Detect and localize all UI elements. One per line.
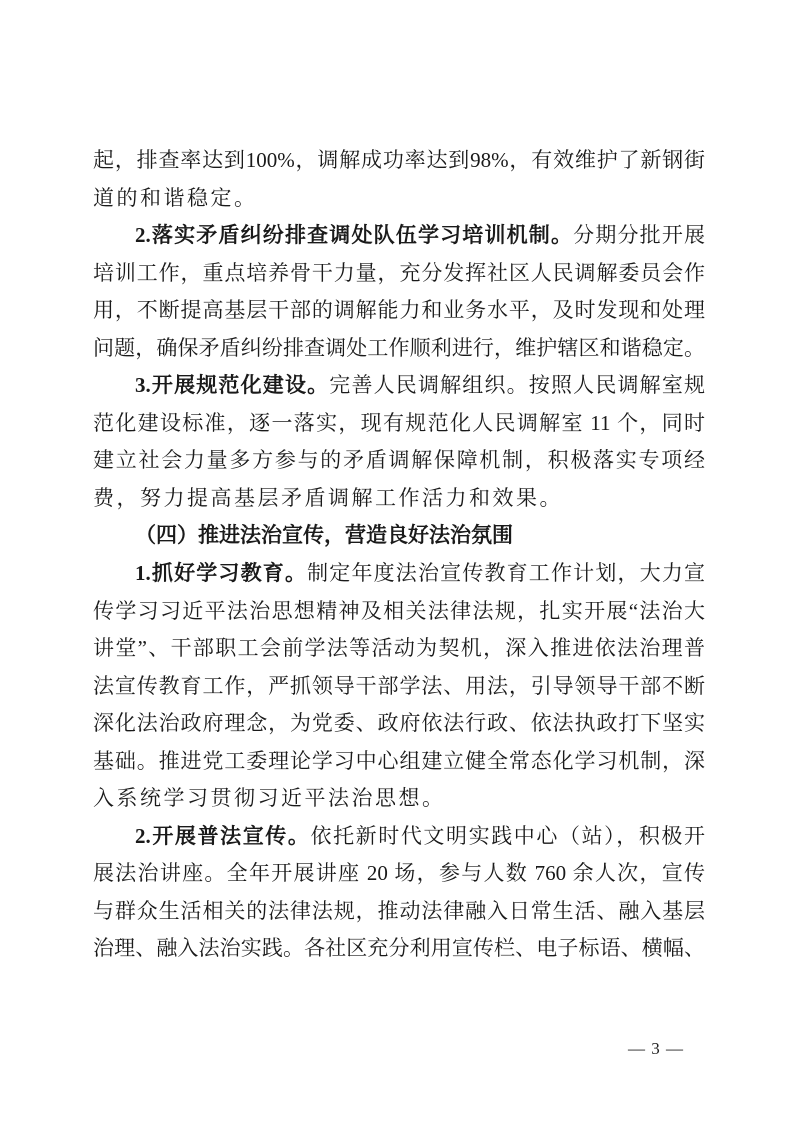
text-line: [93, 255, 705, 293]
text-run: 完善人民调解组织。按照人民调解室规: [329, 373, 705, 398]
text-run: 入系统学习贯彻习近平法治思想。: [93, 786, 446, 811]
text-line: [93, 780, 705, 818]
text-run: 展法治讲座。全年开展讲座 20 场，参与人数 760 余人次，宣传: [93, 861, 705, 886]
text-line: [93, 855, 705, 893]
text-block: [93, 142, 705, 968]
text-line: [93, 630, 705, 668]
text-line: [93, 405, 705, 443]
text-run: 依托新时代文明实践中心（站），积极开: [310, 823, 705, 848]
text-run: 问题，确保矛盾纠纷排查调处工作顺利进行，维护辖区和谐稳定。: [93, 335, 705, 360]
text-line: [93, 555, 705, 593]
text-run: 建立社会力量多方参与的矛盾调解保障机制，积极落实专项经: [93, 448, 705, 473]
text-run: 深化法治政府理念，为党委、政府依法行政、依法执政打下坚实: [93, 711, 705, 736]
text-line: [93, 593, 705, 631]
text-run: 起，排查率达到100%，调解成功率达到98%，有效维护了新钢街: [93, 148, 705, 172]
text-line: [93, 743, 705, 781]
text-run: 范化建设标准，逐一落实，现有规范化人民调解室 11 个，同时: [93, 410, 705, 435]
bold-run: 3.开展规范化建设。: [135, 373, 330, 398]
text-run: 费，努力提高基层矛盾调解工作活力和效果。: [93, 485, 563, 510]
text-line: [93, 930, 705, 968]
text-line: [93, 668, 705, 706]
text-line: [93, 893, 705, 931]
text-run: 道的和谐稳定。: [93, 185, 258, 210]
bold-run: 1.抓好学习教育。: [135, 561, 308, 586]
page-number: — 3 —: [628, 1039, 684, 1058]
text-run: 治理、融入法治实践。各社区充分利用宣传栏、电子标语、横幅、: [93, 936, 705, 961]
text-line: [93, 480, 705, 518]
section-heading: [93, 517, 705, 555]
text-line: [93, 818, 705, 856]
text-line: [93, 142, 705, 180]
text-run: 与群众生活相关的法律法规，推动法律融入日常生活、融入基层: [93, 898, 705, 923]
text-run: 制定年度法治宣传教育工作计划，大力宣: [307, 561, 705, 586]
text-line: [93, 217, 705, 255]
text-run: 培训工作，重点培养骨干力量，充分发挥社区人民调解委员会作: [93, 260, 705, 285]
text-run: 讲堂”、干部职工会前学法等活动为契机，深入推进依法治理普: [93, 636, 705, 661]
text-run: 法宣传教育工作，严抓领导干部学法、用法，引导领导干部不断: [93, 673, 705, 698]
text-line: [93, 292, 705, 330]
text-line: [93, 180, 705, 218]
text-run: 用，不断提高基层干部的调解能力和业务水平，及时发现和处理: [93, 298, 705, 323]
text-line: [93, 367, 705, 405]
text-line: [93, 442, 705, 480]
bold-run: 2.落实矛盾纠纷排查调处队伍学习培训机制。: [135, 223, 574, 248]
text-run: 分期分批开展: [573, 223, 705, 248]
bold-run: （四）推进法治宣传，营造良好法治氛围: [135, 523, 513, 548]
text-line: [93, 705, 705, 743]
text-line: [93, 330, 705, 368]
text-run: 传学习习近平法治思想精神及相关法律法规，扎实开展“法治大: [93, 598, 705, 623]
bold-run: 2.开展普法宣传。: [135, 823, 311, 848]
text-run: 基础。推进党工委理论学习中心组建立健全常态化学习机制，深: [93, 748, 705, 773]
